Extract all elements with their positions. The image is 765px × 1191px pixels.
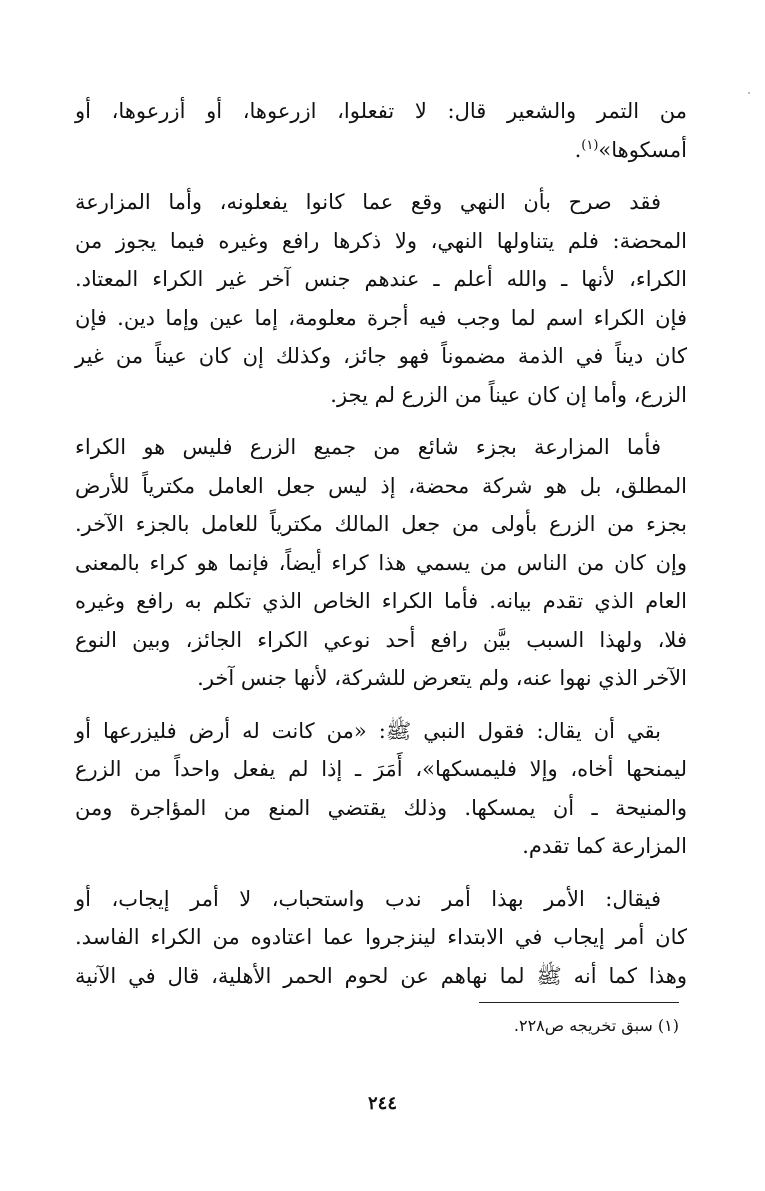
text-line: وهذا كما أنه ﷺ لما نهاهم عن لحوم الحمر الأهلية، قال في الآنية bbox=[75, 963, 687, 988]
text-line: ليمنحها أخاه، وإلا فليمسكها»، أَمَرَ ـ إذا لم يفعل واحداً من الزرع bbox=[75, 757, 687, 781]
text-line: العام الذي تقدم بيانه. فأما الكراء الخاص الذي تكلم به رافع وغيره bbox=[75, 589, 687, 613]
text-line: وإن كان من الناس من يسمي هذا كراء أيضاً، فإنما هو كراء بالمعنى bbox=[75, 550, 687, 575]
text-line: فيقال: الأمر بهذا أمر ندب واستحباب، لا أمر إيجاب، أو bbox=[75, 886, 661, 911]
text-line: كان أمر إيجاب في الابتداء لينزجروا عما اعتادوه من الكراء الفاسد. bbox=[75, 925, 687, 949]
text-line: بقي أن يقال: فقول النبي ﷺ: «من كانت له أرض فليزرعها أو bbox=[75, 718, 661, 743]
footnote-divider bbox=[479, 1002, 679, 1003]
paragraph-3 bbox=[75, 428, 687, 698]
body-text bbox=[75, 92, 687, 1009]
scan-speck bbox=[748, 92, 750, 94]
text-line-last bbox=[75, 131, 687, 170]
footnote-reference: (١) bbox=[581, 137, 599, 153]
text-line: فإن الكراء اسم لما وجب فيه أجرة معلومة، إما عين وإما دين. فإن bbox=[75, 305, 687, 330]
text-line: فلا، ولهذا السبب بيَّن رافع أحد نوعي الكراء الجائز، وبين النوع bbox=[75, 627, 687, 652]
text-line: المزارعة كما تقدم. bbox=[522, 834, 687, 858]
page-number: ٢٤٤ bbox=[367, 1093, 397, 1114]
paragraph-2 bbox=[75, 183, 687, 414]
text-line: الزرع، وأما إن كان عيناً من الزرع لم يجز. bbox=[330, 382, 687, 407]
text-line: من التمر والشعير قال: لا تفعلوا، ازرعوها، أو أزرعوها، أو bbox=[75, 99, 687, 123]
text-line: الآخر الذي نهوا عنه، ولم يتعرض للشركة، لأنها جنس آخر. bbox=[197, 666, 687, 690]
paragraph-4 bbox=[75, 712, 687, 866]
footnote: (١) سبق تخريجه ص٢٢٨. bbox=[513, 1016, 679, 1035]
text-line: بجزء من الزرع بأولى من جعل المالك مكترياً للعامل بالجزء الآخر. bbox=[75, 512, 687, 536]
text-fragment: . bbox=[574, 137, 582, 162]
text-fragment: أمسكوها» bbox=[598, 137, 687, 162]
text-line: المحضة: فلم يتناولها النهي، ولا ذكرها رافع وغيره فيما يجوز من bbox=[75, 228, 687, 253]
text-line: فقد صرح بأن النهي وقع عما كانوا يفعلونه، وأما المزارعة bbox=[75, 190, 661, 214]
paragraph-5 bbox=[75, 880, 687, 996]
text-line: كان ديناً في الذمة مضموناً فهو جائز، وكذلك إن كان عيناً من غير bbox=[75, 344, 687, 368]
paragraph-1 bbox=[75, 92, 687, 169]
text-line: المطلق، بل هو شركة محضة، إذ ليس جعل العامل مكترياً للأرض bbox=[75, 473, 687, 498]
text-line: والمنيحة ـ أن يمسكها. وذلك يقتضي المنع من المؤاجرة ومن bbox=[75, 795, 687, 820]
text-line: الكراء، لأنها ـ والله أعلم ـ عندهم جنس آخر غير الكراء المعتاد. bbox=[75, 267, 687, 291]
text-line: فأما المزارعة بجزء شائع من جميع الزرع فليس هو الكراء bbox=[75, 435, 661, 459]
